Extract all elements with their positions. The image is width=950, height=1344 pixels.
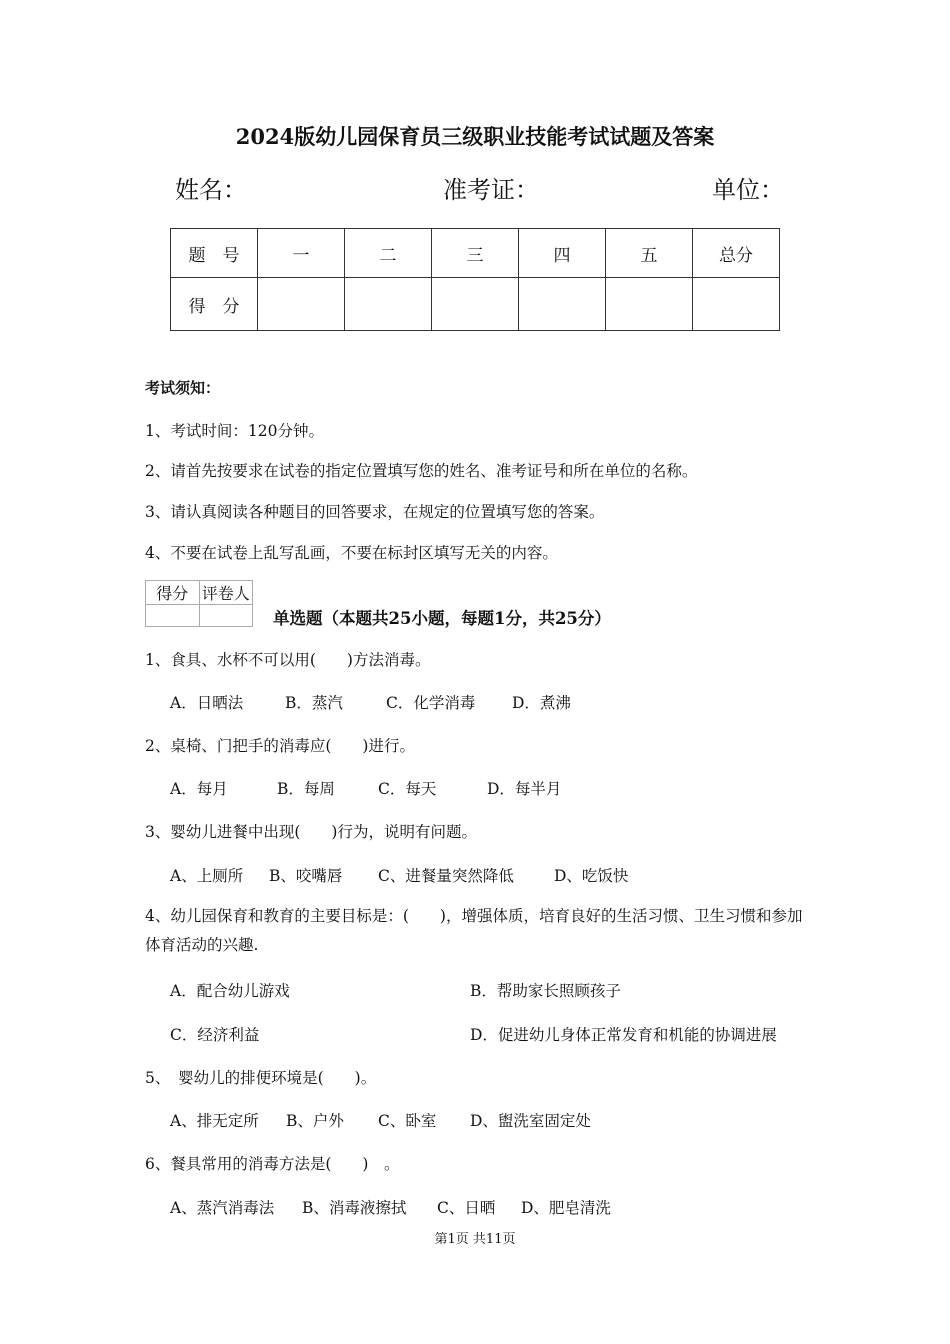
grader-box bbox=[145, 580, 253, 627]
score-blank-cell bbox=[258, 278, 345, 331]
question-option: A．日晒法 bbox=[170, 694, 244, 712]
score-table-cell: 一 bbox=[258, 229, 345, 278]
question-option: B．帮助家长照顾孩子 bbox=[470, 982, 621, 1000]
question-option: B、消毒液擦拭 bbox=[302, 1199, 407, 1217]
question-option: C．经济利益 bbox=[170, 1026, 260, 1044]
question-option: D、肥皂清洗 bbox=[521, 1199, 611, 1217]
question-option: A、上厕所 bbox=[170, 867, 244, 885]
score-blank-cell bbox=[606, 278, 693, 331]
score-blank-cell bbox=[519, 278, 606, 331]
question-stem: 4、幼儿园保育和教育的主要目标是：( )，增强体质，培育良好的生活习惯、卫生习惯和参加体育活动的兴趣. bbox=[145, 907, 803, 954]
name-field-label: 姓名： bbox=[175, 176, 247, 204]
question-option: D．促进幼儿身体正常发育和机能的协调进展 bbox=[470, 1026, 777, 1044]
question-option: C、进餐量突然降低 bbox=[378, 867, 514, 885]
question-stem: 1、食具、水杯不可以用( )方法消毒。 bbox=[145, 651, 431, 669]
score-table-cell: 得 分 bbox=[171, 278, 258, 331]
question-stem: 2、桌椅、门把手的消毒应( )进行。 bbox=[145, 737, 415, 755]
score-blank-cell bbox=[432, 278, 519, 331]
notice-item: 2、请首先按要求在试卷的指定位置填写您的姓名、准考证号和所在单位的名称。 bbox=[145, 462, 698, 480]
page-footer: 第1页 共11页 bbox=[434, 1232, 516, 1247]
score-blank-cell bbox=[693, 278, 780, 331]
question-option: C．每天 bbox=[378, 780, 437, 798]
unit-field-label: 单位： bbox=[712, 176, 784, 204]
notice-item: 1、考试时间：120分钟。 bbox=[145, 422, 324, 440]
score-table-cell: 四 bbox=[519, 229, 606, 278]
question-option: B．蒸汽 bbox=[285, 694, 343, 712]
grader-blank-cell bbox=[199, 605, 253, 627]
question-stem: 5、 婴幼儿的排便环境是( )。 bbox=[145, 1069, 377, 1087]
question-option: A．配合幼儿游戏 bbox=[170, 982, 290, 1000]
section-title: 单选题（本题共25小题，每题1分，共25分） bbox=[273, 609, 611, 628]
notice-heading: 考试须知： bbox=[145, 379, 221, 397]
notice-item: 3、请认真阅读各种题目的回答要求，在规定的位置填写您的答案。 bbox=[145, 503, 605, 521]
question-option: A．每月 bbox=[170, 780, 228, 798]
score-table-cell: 题 号 bbox=[171, 229, 258, 278]
question-option: A、蒸汽消毒法 bbox=[170, 1199, 275, 1217]
score-table-cell: 三 bbox=[432, 229, 519, 278]
score-table-cell: 五 bbox=[606, 229, 693, 278]
question-option: D．每半月 bbox=[487, 780, 562, 798]
question-option: B、咬嘴唇 bbox=[269, 867, 343, 885]
score-table-header-row bbox=[171, 229, 780, 278]
question-stem: 3、婴幼儿进餐中出现( )行为，说明有问题。 bbox=[145, 823, 477, 841]
question-option: A、排无定所 bbox=[170, 1112, 259, 1130]
score-table bbox=[170, 228, 780, 331]
score-blank-cell bbox=[345, 278, 432, 331]
grader-reviewer-label: 评卷人 bbox=[199, 581, 253, 605]
question-stem: 6、餐具常用的消毒方法是( ) 。 bbox=[145, 1155, 400, 1173]
question-option: C．化学消毒 bbox=[386, 694, 476, 712]
score-table-cell: 二 bbox=[345, 229, 432, 278]
page-title: 2024版幼儿园保育员三级职业技能考试试题及答案 bbox=[235, 124, 715, 149]
question-option: B．每周 bbox=[277, 780, 335, 798]
score-table-score-row bbox=[171, 278, 780, 331]
score-table-cell: 总分 bbox=[693, 229, 780, 278]
grader-score-label: 得分 bbox=[146, 581, 200, 605]
question-option: B、户外 bbox=[286, 1112, 344, 1130]
question-option: D、盥洗室固定处 bbox=[470, 1112, 591, 1130]
grader-blank-cell bbox=[146, 605, 200, 627]
question-option: D．煮沸 bbox=[512, 694, 571, 712]
question-option: C、卧室 bbox=[378, 1112, 437, 1130]
question-option: D、吃饭快 bbox=[554, 867, 629, 885]
question-option: C、日晒 bbox=[437, 1199, 496, 1217]
notice-item: 4、不要在试卷上乱写乱画，不要在标封区填写无关的内容。 bbox=[145, 544, 558, 562]
exam-id-field-label: 准考证： bbox=[443, 176, 539, 204]
